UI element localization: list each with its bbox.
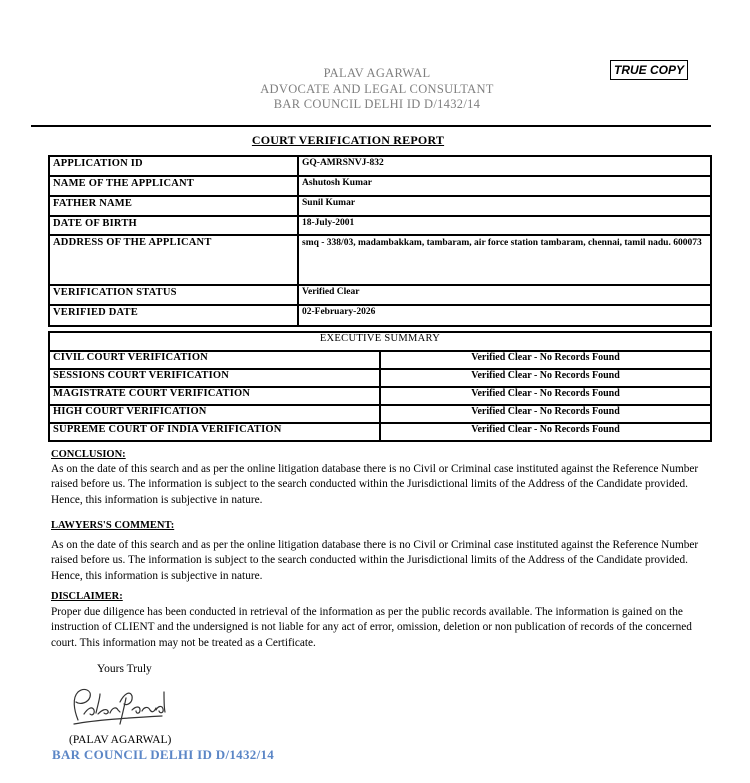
table-row <box>49 387 711 405</box>
court-label: SESSIONS COURT VERIFICATION <box>49 369 380 387</box>
court-label: CIVIL COURT VERIFICATION <box>49 351 380 369</box>
table-row <box>49 176 711 196</box>
court-label: SUPREME COURT OF INDIA VERIFICATION <box>49 423 380 441</box>
court-result: Verified Clear - No Records Found <box>380 405 711 423</box>
table-row <box>49 156 711 176</box>
conclusion-text: As on the date of this search and as per the online litigation database there is no Civil or Criminal case instituted against the Reference Number raised before us. The information is subject to the search conducted within the Jurisdictional limits of the Address of the Candidate provided. Hence, this information is subjective in nature. <box>51 463 699 506</box>
table-row <box>49 332 711 351</box>
table-row <box>49 216 711 235</box>
signatory-name: (PALAV AGARWAL) <box>69 734 172 746</box>
detail-value: Ashutosh Kumar <box>298 176 711 196</box>
executive-summary-table <box>48 331 712 442</box>
table-row <box>49 235 711 285</box>
court-result: Verified Clear - No Records Found <box>380 387 711 405</box>
detail-value: GQ-AMRSNVJ-832 <box>298 156 711 176</box>
letterhead-name: PALAV AGARWAL <box>323 66 431 80</box>
letterhead-role: ADVOCATE AND LEGAL CONSULTANT <box>260 82 494 96</box>
detail-label: ADDRESS OF THE APPLICANT <box>49 235 298 285</box>
footer-council-id: BAR COUNCIL DELHI ID D/1432/14 <box>52 747 275 762</box>
detail-value: smq - 338/03, madambakkam, tambaram, air force station tambaram, chennai, tamil nadu. 600073 <box>298 235 711 285</box>
court-label: MAGISTRATE COURT VERIFICATION <box>49 387 380 405</box>
table-row <box>49 196 711 216</box>
court-result: Verified Clear - No Records Found <box>380 369 711 387</box>
detail-value: Sunil Kumar <box>298 196 711 216</box>
table-row <box>49 305 711 326</box>
conclusion-title: CONCLUSION: <box>51 449 126 460</box>
detail-label: VERIFICATION STATUS <box>49 285 298 305</box>
applicant-details-table <box>48 155 712 327</box>
court-result: Verified Clear - No Records Found <box>380 423 711 441</box>
disclaimer-text: Proper due diligence has been conducted in retrieval of the information as per the public records available. The information is gained on the instruction of CLIENT and the undersigned is not liable for any act of error, omission, deletion or non publication of records of the concerned court. This information may not be treated as a Certificate. <box>51 606 692 649</box>
lawyers-comment-text: As on the date of this search and as per the online litigation database there is no Civil or Criminal case instituted against the Reference Number raised before us. The information is subject to the search conducted within the Jurisdictional limits of the Address of the Candidate provided. Hence, this information is subjective in nature. <box>51 539 699 582</box>
true-copy-stamp: TRUE COPY <box>610 60 688 80</box>
header-divider <box>31 125 711 127</box>
table-row <box>49 351 711 369</box>
detail-label: VERIFIED DATE <box>49 305 298 326</box>
table-row <box>49 423 711 441</box>
detail-value: Verified Clear <box>298 285 711 305</box>
report-title: COURT VERIFICATION REPORT <box>251 133 445 147</box>
letterhead-council: BAR COUNCIL DELHI ID D/1432/14 <box>273 97 481 111</box>
lawyers-comment-title: LAWYERS'S COMMENT: <box>51 520 175 531</box>
detail-value: 02-February-2026 <box>298 305 711 326</box>
table-row <box>49 369 711 387</box>
detail-label: DATE OF BIRTH <box>49 216 298 235</box>
detail-label: FATHER NAME <box>49 196 298 216</box>
table-row <box>49 285 711 305</box>
executive-summary-title: EXECUTIVE SUMMARY <box>49 332 711 351</box>
closing-salutation: Yours Truly <box>97 663 152 675</box>
table-row <box>49 405 711 423</box>
court-result: Verified Clear - No Records Found <box>380 351 711 369</box>
detail-label: NAME OF THE APPLICANT <box>49 176 298 196</box>
disclaimer-title: DISCLAIMER: <box>51 591 123 602</box>
signature-image <box>66 680 176 728</box>
detail-label: APPLICATION ID <box>49 156 298 176</box>
court-label: HIGH COURT VERIFICATION <box>49 405 380 423</box>
detail-value: 18-July-2001 <box>298 216 711 235</box>
